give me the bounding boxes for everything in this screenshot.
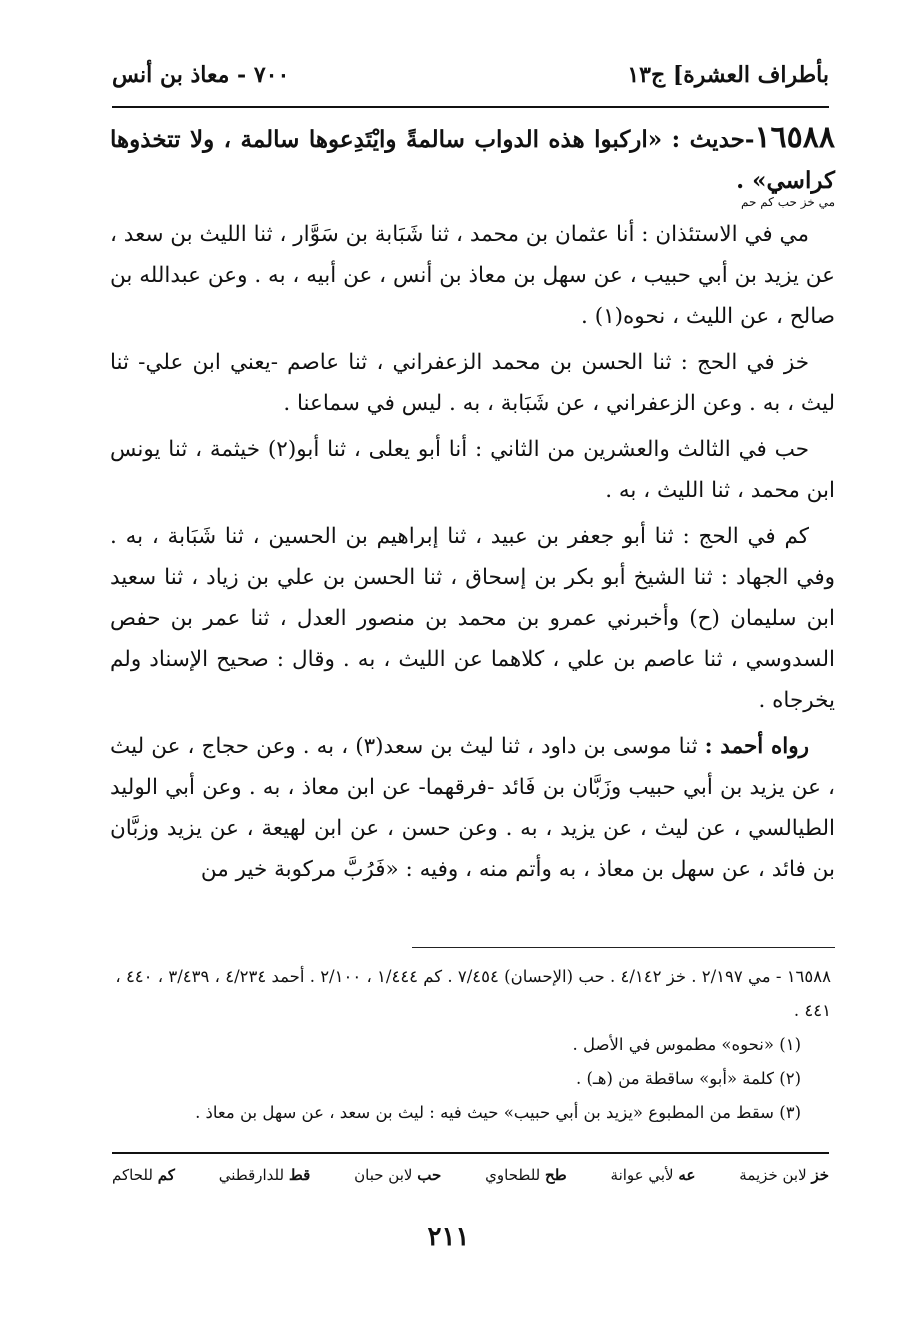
abbr-item: عه لأبي عوانة [610, 1166, 696, 1184]
paragraph-ahmad [110, 726, 835, 890]
abbr-item: خز لابن خزيمة [739, 1166, 829, 1184]
footnote-2: (٢) كلمة «أبو» ساقطة من (هـ) . [576, 1069, 801, 1088]
ahmad-label: رواه أحمد : [704, 734, 809, 759]
header-entry: ٧٠٠ - معاذ بن أنس [112, 62, 290, 88]
abbreviations-bar [112, 1166, 829, 1184]
footnotes [112, 960, 831, 1130]
hadith-label: حديث : [671, 126, 745, 153]
abbr-item: قط للدارقطني [218, 1166, 311, 1184]
reference-line: ١٦٥٨٨ - مي ٢/١٩٧ . خز ٤/١٤٢ . حب (الإحسان) ٧/٤٥٤ . كم ١/٤٤٤ ، ٢/١٠٠ . أحمد ٤/٢٣٤ ، ٣/٤٣٩ ، ٤٤٠ ، ٤٤١ . [115, 967, 831, 1020]
abbreviations-rule [112, 1152, 829, 1154]
abbr-item: طح للطحاوي [485, 1166, 567, 1184]
paragraph-hb: حب في الثالث والعشرين من الثاني : أنا أبو يعلى ، ثنا أبو(٢) خيثمة ، ثنا يونس ابن محمد ، ثنا الليث ، به . [110, 437, 835, 503]
hadith-entry: ١٦٥٨٨-حديث : «اركبوا هذه الدواب سالمةً وايْتَدِعوها سالمة ، ولا تتخذوها كراسي» . مي خز حب كم حم [110, 120, 836, 209]
running-header [112, 55, 829, 95]
abbr-item: حب لابن حبان [354, 1166, 442, 1184]
footnote-1: (١) «نحوه» مطموس في الأصل . [572, 1035, 801, 1054]
paragraph-mi: مي في الاستئذان : أنا عثمان بن محمد ، ثنا شَبَابة بن سَوَّار ، ثنا الليث بن سعد ، عن يزيد بن أبي حبيب ، عن سهل بن معاذ بن أنس ، عن أبيه ، به . وعن عبدالله بن صالح ، عن الليث ، نحوه(١) . [110, 222, 835, 329]
paragraph-km: كم في الحج : ثنا أبو جعفر بن عبيد ، ثنا إبراهيم بن الحسين ، ثنا شَبَابة ، به . وفي الجهاد : ثنا الشيخ أبو بكر بن إسحاق ، ثنا الحسن بن علي بن زياد ، ثنا سعيد ابن سليمان (ح) وأخبرني عمرو بن محمد بن منصور العدل ، ثنا عمر بن حفص السدوسي ، ثنا عاصم بن علي ، كلاهما عن الليث ، به . وقال : صحيح الإسناد ولم يخرجاه . [110, 524, 835, 713]
header-volume: بأطراف العشرة] ج١٣ [627, 62, 829, 88]
header-rule [112, 106, 829, 108]
footnote-3: (٣) سقط من المطبوع «يزيد بن أبي حبيب» حيث فيه : ليث بن سعد ، عن سهل بن معاذ . [195, 1103, 801, 1122]
ahmad-text: ثنا موسى بن داود ، ثنا ليث بن سعد(٣) ، به . وعن حجاج ، عن ليث ، عن يزيد بن أبي حبيب وزَبَّان بن فَائد -فرقهما- عن ابن معاذ ، به . وعن أبي الوليد الطيالسي ، عن ليث ، عن يزيد ، به . وعن حسن ، عن ابن لهيعة ، عن يزيد وزبَّان بن فائد ، عن سهل بن معاذ ، به وأتم منه ، وفيه : «فَرُبَّ مركوبة خير من [110, 734, 835, 882]
paragraph-khz: خز في الحج : ثنا الحسن بن محمد الزعفراني ، ثنا عاصم -يعني ابن علي- ثنا ليث ، به . وعن الزعفراني ، عن شَبَابة ، به . ليس في سماعنا . [110, 350, 835, 416]
main-text [110, 118, 835, 895]
abbr-item: كم للحاكم [112, 1166, 175, 1184]
page-number: ٢١١ [427, 1222, 470, 1252]
hadith-sigla: مي خز حب كم حم [740, 195, 835, 209]
hadith-text: «اركبوا هذه الدواب سالمةً وايْتَدِعوها سالمة ، ولا تتخذوها كراسي» . [110, 126, 835, 194]
hadith-number: ١٦٥٨٨ [754, 120, 836, 155]
footnote-rule [412, 947, 835, 948]
